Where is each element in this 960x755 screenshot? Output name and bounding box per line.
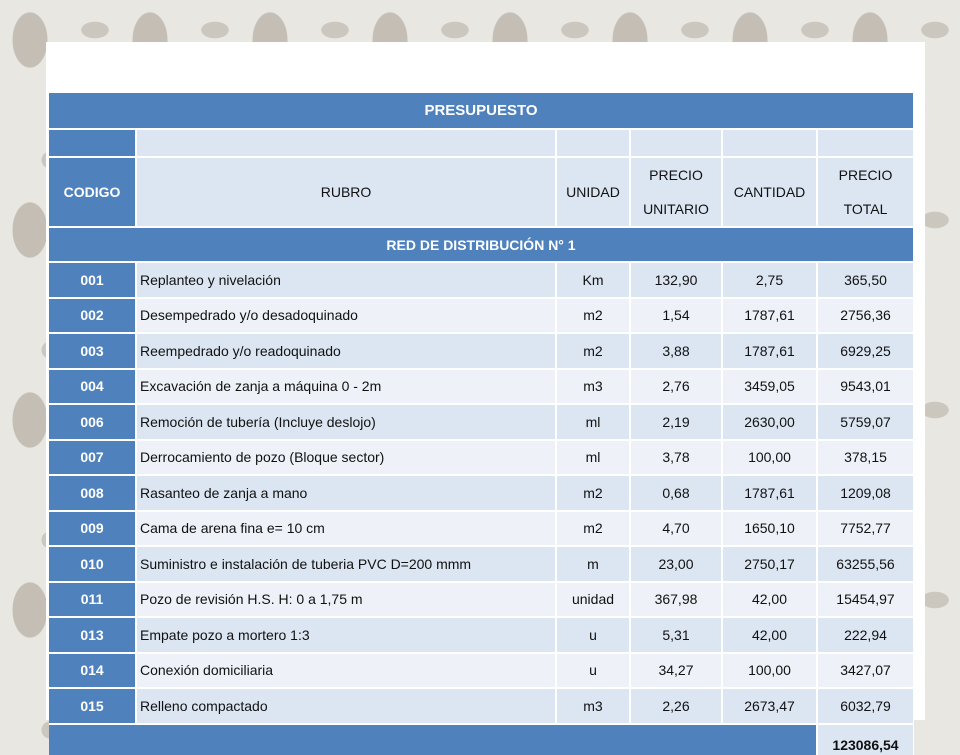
cell-rubro: Rasanteo de zanja a mano [137, 476, 555, 510]
cell-precio-unitario: 34,27 [631, 654, 721, 688]
table-title: PRESUPUESTO [49, 93, 913, 128]
cell-precio-total: 2756,36 [818, 299, 913, 333]
cell-precio-unitario: 1,54 [631, 299, 721, 333]
cell-precio-unitario: 2,76 [631, 370, 721, 404]
header-precio-unitario [631, 158, 721, 226]
cell-rubro: Derrocamiento de pozo (Bloque sector) [137, 441, 555, 475]
cell-unidad: m [557, 547, 629, 581]
cell-unidad: m2 [557, 476, 629, 510]
cell-cantidad: 42,00 [723, 618, 816, 652]
cell-unidad: m3 [557, 689, 629, 723]
header-precio-total [818, 158, 913, 226]
cell-cantidad: 2,75 [723, 263, 816, 297]
total-label-band [49, 725, 816, 755]
cell-cantidad: 1787,61 [723, 334, 816, 368]
cell-precio-total: 63255,56 [818, 547, 913, 581]
cell-code: 009 [49, 512, 135, 546]
header-precio-unitario-line2: UNITARIO [643, 201, 709, 217]
cell-precio-total: 9543,01 [818, 370, 913, 404]
cell-precio-unitario: 5,31 [631, 618, 721, 652]
cell-unidad: m2 [557, 299, 629, 333]
cell-unidad: m2 [557, 512, 629, 546]
cell-rubro: Excavación de zanja a máquina 0 - 2m [137, 370, 555, 404]
header-precio-total-line2: TOTAL [843, 201, 888, 217]
cell-precio-total: 6032,79 [818, 689, 913, 723]
cell-cantidad: 100,00 [723, 654, 816, 688]
cell-unidad: ml [557, 441, 629, 475]
cell-code: 006 [49, 405, 135, 439]
grand-total: 123086,54 [818, 725, 913, 755]
header-rubro: RUBRO [137, 158, 555, 226]
cell-precio-unitario: 23,00 [631, 547, 721, 581]
cell-code: 001 [49, 263, 135, 297]
cell-unidad: m2 [557, 334, 629, 368]
cell-code: 010 [49, 547, 135, 581]
cell-rubro: Remoción de tubería (Incluye deslojo) [137, 405, 555, 439]
cell-code: 008 [49, 476, 135, 510]
cell-rubro: Replanteo y nivelación [137, 263, 555, 297]
cell-precio-total: 7752,77 [818, 512, 913, 546]
blank-cell [818, 130, 913, 156]
cell-precio-unitario: 132,90 [631, 263, 721, 297]
cell-rubro: Cama de arena fina e= 10 cm [137, 512, 555, 546]
cell-cantidad: 2750,17 [723, 547, 816, 581]
cell-precio-total: 222,94 [818, 618, 913, 652]
blank-cell [631, 130, 721, 156]
cell-unidad: ml [557, 405, 629, 439]
cell-precio-total: 5759,07 [818, 405, 913, 439]
section-header: RED DE DISTRIBUCIÓN N° 1 [49, 228, 913, 261]
blank-cell [723, 130, 816, 156]
cell-unidad: Km [557, 263, 629, 297]
cell-precio-unitario: 4,70 [631, 512, 721, 546]
cell-precio-unitario: 0,68 [631, 476, 721, 510]
cell-unidad: u [557, 654, 629, 688]
cell-code: 004 [49, 370, 135, 404]
header-cantidad: CANTIDAD [723, 158, 816, 226]
blank-cell [557, 130, 629, 156]
cell-code: 002 [49, 299, 135, 333]
cell-precio-total: 6929,25 [818, 334, 913, 368]
cell-rubro: Conexión domiciliaria [137, 654, 555, 688]
cell-code: 003 [49, 334, 135, 368]
header-unidad: UNIDAD [557, 158, 629, 226]
cell-cantidad: 2630,00 [723, 405, 816, 439]
cell-unidad: unidad [557, 583, 629, 617]
cell-unidad: u [557, 618, 629, 652]
cell-rubro: Desempedrado y/o desadoquinado [137, 299, 555, 333]
cell-unidad: m3 [557, 370, 629, 404]
cell-cantidad: 100,00 [723, 441, 816, 475]
cell-code: 013 [49, 618, 135, 652]
blank-cell [49, 130, 135, 156]
cell-code: 011 [49, 583, 135, 617]
cell-rubro: Pozo de revisión H.S. H: 0 a 1,75 m [137, 583, 555, 617]
cell-rubro: Reempedrado y/o readoquinado [137, 334, 555, 368]
cell-precio-total: 1209,08 [818, 476, 913, 510]
header-precio-total-line1: PRECIO [838, 167, 893, 183]
cell-cantidad: 1787,61 [723, 476, 816, 510]
blank-cell [137, 130, 555, 156]
budget-table [49, 93, 914, 755]
cell-code: 014 [49, 654, 135, 688]
cell-cantidad: 1787,61 [723, 299, 816, 333]
cell-precio-unitario: 3,88 [631, 334, 721, 368]
cell-rubro: Suministro e instalación de tuberia PVC D=200 mmm [137, 547, 555, 581]
cell-rubro: Relleno compactado [137, 689, 555, 723]
cell-code: 007 [49, 441, 135, 475]
cell-precio-total: 378,15 [818, 441, 913, 475]
cell-precio-unitario: 3,78 [631, 441, 721, 475]
cell-precio-total: 365,50 [818, 263, 913, 297]
cell-precio-total: 15454,97 [818, 583, 913, 617]
cell-code: 015 [49, 689, 135, 723]
cell-precio-unitario: 2,19 [631, 405, 721, 439]
header-precio-unitario-line1: PRECIO [649, 167, 703, 183]
header-codigo: CODIGO [49, 158, 135, 226]
cell-cantidad: 3459,05 [723, 370, 816, 404]
cell-precio-total: 3427,07 [818, 654, 913, 688]
cell-precio-unitario: 2,26 [631, 689, 721, 723]
cell-cantidad: 42,00 [723, 583, 816, 617]
cell-cantidad: 2673,47 [723, 689, 816, 723]
cell-precio-unitario: 367,98 [631, 583, 721, 617]
cell-cantidad: 1650,10 [723, 512, 816, 546]
cell-rubro: Empate pozo a mortero 1:3 [137, 618, 555, 652]
